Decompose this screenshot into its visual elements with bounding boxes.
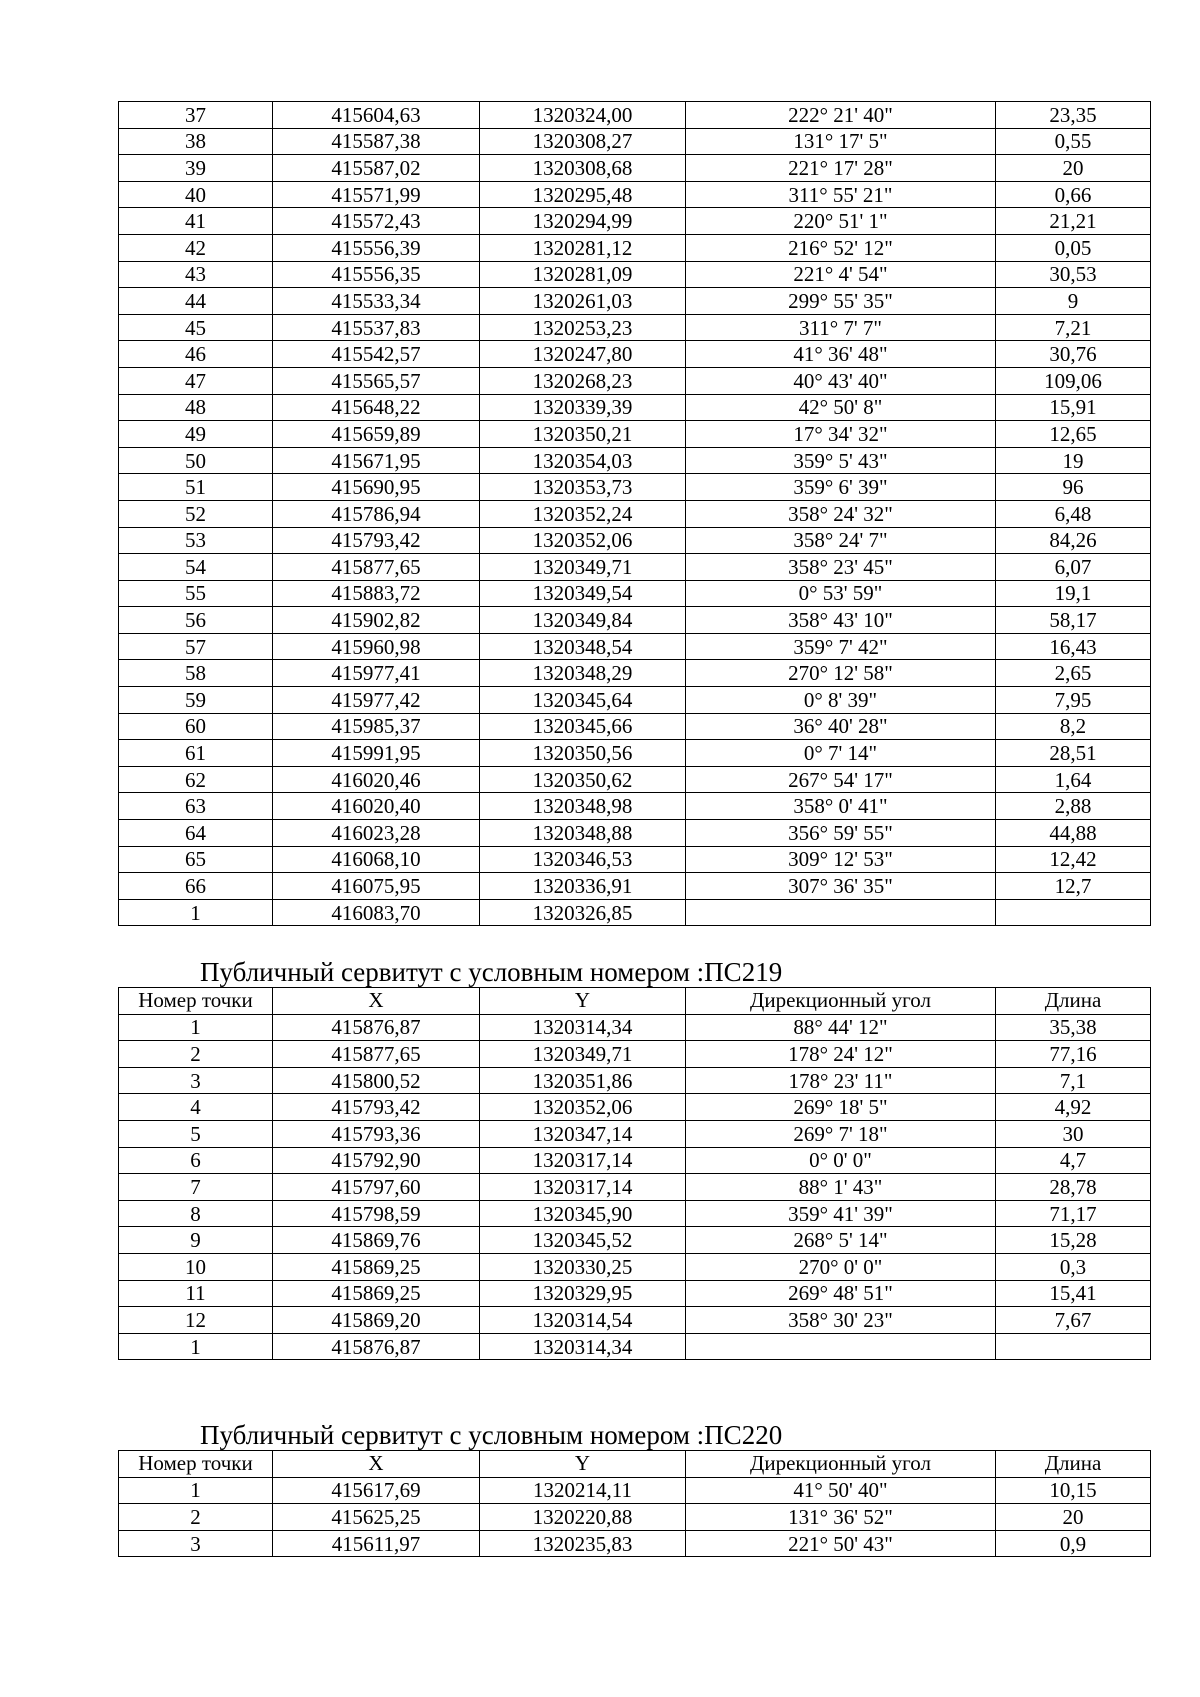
- table-row: [119, 660, 1151, 687]
- length-cell: 15,41: [996, 1280, 1151, 1307]
- point-number-cell: 56: [119, 607, 273, 634]
- length-cell: [996, 899, 1151, 926]
- table-row: [119, 740, 1151, 767]
- x-cell: 415659,89: [273, 421, 480, 448]
- x-cell: 415793,42: [273, 1094, 480, 1121]
- table-row: [119, 367, 1151, 394]
- length-cell: 28,51: [996, 740, 1151, 767]
- direction-angle-cell: 0° 7' 14": [686, 740, 996, 767]
- direction-angle-cell: 359° 7' 42": [686, 633, 996, 660]
- table-row: [119, 846, 1151, 873]
- direction-angle-cell: 358° 24' 7": [686, 527, 996, 554]
- point-number-cell: 51: [119, 474, 273, 501]
- table-row: [119, 1174, 1151, 1201]
- length-cell: 58,17: [996, 607, 1151, 634]
- direction-angle-cell: 221° 17' 28": [686, 155, 996, 182]
- direction-angle-cell: 267° 54' 17": [686, 766, 996, 793]
- x-cell: 415537,83: [273, 314, 480, 341]
- direction-angle-cell: 358° 23' 45": [686, 554, 996, 581]
- y-cell: 1320214,11: [480, 1477, 686, 1504]
- x-cell: 415625,25: [273, 1504, 480, 1531]
- y-cell: 1320347,14: [480, 1120, 686, 1147]
- header-x: X: [273, 988, 480, 1015]
- length-cell: 12,7: [996, 873, 1151, 900]
- length-cell: 7,95: [996, 687, 1151, 714]
- y-cell: 1320350,62: [480, 766, 686, 793]
- point-number-cell: 7: [119, 1174, 273, 1201]
- length-cell: 15,28: [996, 1227, 1151, 1254]
- x-cell: 415587,38: [273, 128, 480, 155]
- x-cell: 415533,34: [273, 288, 480, 315]
- x-cell: 415960,98: [273, 633, 480, 660]
- point-number-cell: 1: [119, 1333, 273, 1360]
- table-row: [119, 181, 1151, 208]
- table-row: [119, 1307, 1151, 1334]
- table-row: [119, 341, 1151, 368]
- y-cell: 1320346,53: [480, 846, 686, 873]
- direction-angle-cell: 311° 7' 7": [686, 314, 996, 341]
- direction-angle-cell: 88° 1' 43": [686, 1174, 996, 1201]
- table-row: [119, 155, 1151, 182]
- x-cell: 415876,87: [273, 1014, 480, 1041]
- length-cell: 30,53: [996, 261, 1151, 288]
- header-direction-angle: Дирекционный угол: [686, 1451, 996, 1478]
- table-row: [119, 899, 1151, 926]
- length-cell: 16,43: [996, 633, 1151, 660]
- x-cell: 415869,25: [273, 1280, 480, 1307]
- x-cell: 415869,76: [273, 1227, 480, 1254]
- x-cell: 415690,95: [273, 474, 480, 501]
- section-title-ps220: Публичный сервитут с условным номером :ПС220: [200, 1420, 783, 1450]
- point-number-cell: 55: [119, 580, 273, 607]
- y-cell: 1320349,71: [480, 554, 686, 581]
- point-number-cell: 52: [119, 500, 273, 527]
- length-cell: 4,7: [996, 1147, 1151, 1174]
- x-cell: 415902,82: [273, 607, 480, 634]
- length-cell: 30: [996, 1120, 1151, 1147]
- table-row: [119, 1253, 1151, 1280]
- y-cell: 1320345,52: [480, 1227, 686, 1254]
- y-cell: 1320308,68: [480, 155, 686, 182]
- direction-angle-cell: 269° 18' 5": [686, 1094, 996, 1121]
- table-row: [119, 713, 1151, 740]
- y-cell: 1320350,21: [480, 421, 686, 448]
- header-y: Y: [480, 988, 686, 1015]
- table-row: [119, 527, 1151, 554]
- table-row: [119, 394, 1151, 421]
- point-number-cell: 1: [119, 1014, 273, 1041]
- x-cell: 415977,42: [273, 687, 480, 714]
- x-cell: 415587,02: [273, 155, 480, 182]
- y-cell: 1320329,95: [480, 1280, 686, 1307]
- point-number-cell: 6: [119, 1147, 273, 1174]
- table-row: [119, 766, 1151, 793]
- coordinates-table-ps220: [118, 1450, 1151, 1557]
- length-cell: 9: [996, 288, 1151, 315]
- length-cell: 20: [996, 155, 1151, 182]
- length-cell: 7,1: [996, 1067, 1151, 1094]
- y-cell: 1320261,03: [480, 288, 686, 315]
- length-cell: 30,76: [996, 341, 1151, 368]
- y-cell: 1320351,86: [480, 1067, 686, 1094]
- x-cell: 415797,60: [273, 1174, 480, 1201]
- x-cell: 415671,95: [273, 447, 480, 474]
- x-cell: 416068,10: [273, 846, 480, 873]
- point-number-cell: 47: [119, 367, 273, 394]
- length-cell: 2,88: [996, 793, 1151, 820]
- length-cell: 0,9: [996, 1530, 1151, 1557]
- direction-angle-cell: [686, 899, 996, 926]
- x-cell: 415571,99: [273, 181, 480, 208]
- y-cell: 1320348,54: [480, 633, 686, 660]
- direction-angle-cell: 358° 24' 32": [686, 500, 996, 527]
- length-cell: 15,91: [996, 394, 1151, 421]
- point-number-cell: 44: [119, 288, 273, 315]
- length-cell: 2,65: [996, 660, 1151, 687]
- section-title-ps219: Публичный сервитут с условным номером :ПС219: [200, 957, 783, 987]
- table-row: [119, 1227, 1151, 1254]
- direction-angle-cell: 299° 55' 35": [686, 288, 996, 315]
- x-cell: 415565,57: [273, 367, 480, 394]
- header-point-number: Номер точки: [119, 988, 273, 1015]
- table-row: [119, 607, 1151, 634]
- length-cell: 6,48: [996, 500, 1151, 527]
- length-cell: 7,21: [996, 314, 1151, 341]
- coordinates-table-ps219: [118, 987, 1151, 1360]
- x-cell: 415793,42: [273, 527, 480, 554]
- y-cell: 1320353,73: [480, 474, 686, 501]
- y-cell: 1320326,85: [480, 899, 686, 926]
- x-cell: 415991,95: [273, 740, 480, 767]
- point-number-cell: 5: [119, 1120, 273, 1147]
- point-number-cell: 66: [119, 873, 273, 900]
- direction-angle-cell: 221° 50' 43": [686, 1530, 996, 1557]
- x-cell: 416023,28: [273, 820, 480, 847]
- x-cell: 416020,46: [273, 766, 480, 793]
- point-number-cell: 2: [119, 1041, 273, 1068]
- y-cell: 1320314,54: [480, 1307, 686, 1334]
- length-cell: 109,06: [996, 367, 1151, 394]
- y-cell: 1320345,90: [480, 1200, 686, 1227]
- length-cell: 84,26: [996, 527, 1151, 554]
- length-cell: 19,1: [996, 580, 1151, 607]
- x-cell: 415800,52: [273, 1067, 480, 1094]
- length-cell: 28,78: [996, 1174, 1151, 1201]
- length-cell: 71,17: [996, 1200, 1151, 1227]
- point-number-cell: 12: [119, 1307, 273, 1334]
- length-cell: 1,64: [996, 766, 1151, 793]
- direction-angle-cell: 358° 30' 23": [686, 1307, 996, 1334]
- x-cell: 415617,69: [273, 1477, 480, 1504]
- table-row: [119, 474, 1151, 501]
- direction-angle-cell: 270° 12' 58": [686, 660, 996, 687]
- direction-angle-cell: 356° 59' 55": [686, 820, 996, 847]
- x-cell: 415556,35: [273, 261, 480, 288]
- y-cell: 1320247,80: [480, 341, 686, 368]
- length-cell: 12,65: [996, 421, 1151, 448]
- x-cell: 415977,41: [273, 660, 480, 687]
- length-cell: 96: [996, 474, 1151, 501]
- length-cell: 8,2: [996, 713, 1151, 740]
- x-cell: 415786,94: [273, 500, 480, 527]
- point-number-cell: 42: [119, 234, 273, 261]
- point-number-cell: 1: [119, 1477, 273, 1504]
- direction-angle-cell: 270° 0' 0": [686, 1253, 996, 1280]
- x-cell: 415883,72: [273, 580, 480, 607]
- direction-angle-cell: 41° 50' 40": [686, 1477, 996, 1504]
- direction-angle-cell: 307° 36' 35": [686, 873, 996, 900]
- x-cell: 415877,65: [273, 554, 480, 581]
- y-cell: 1320348,29: [480, 660, 686, 687]
- header-point-number: Номер точки: [119, 1451, 273, 1478]
- direction-angle-cell: 269° 7' 18": [686, 1120, 996, 1147]
- point-number-cell: 43: [119, 261, 273, 288]
- direction-angle-cell: 42° 50' 8": [686, 394, 996, 421]
- direction-angle-cell: 17° 34' 32": [686, 421, 996, 448]
- y-cell: 1320268,23: [480, 367, 686, 394]
- direction-angle-cell: 269° 48' 51": [686, 1280, 996, 1307]
- point-number-cell: 57: [119, 633, 273, 660]
- table-row: [119, 1477, 1151, 1504]
- y-cell: 1320336,91: [480, 873, 686, 900]
- direction-angle-cell: 0° 8' 39": [686, 687, 996, 714]
- length-cell: 35,38: [996, 1014, 1151, 1041]
- x-cell: 415542,57: [273, 341, 480, 368]
- length-cell: 77,16: [996, 1041, 1151, 1068]
- table-row: [119, 1067, 1151, 1094]
- x-cell: 415876,87: [273, 1333, 480, 1360]
- length-cell: 23,35: [996, 102, 1151, 129]
- table-row: [119, 873, 1151, 900]
- point-number-cell: 63: [119, 793, 273, 820]
- table-row: [119, 1094, 1151, 1121]
- table-row: [119, 633, 1151, 660]
- point-number-cell: 3: [119, 1530, 273, 1557]
- point-number-cell: 9: [119, 1227, 273, 1254]
- y-cell: 1320349,84: [480, 607, 686, 634]
- y-cell: 1320349,71: [480, 1041, 686, 1068]
- table-header-row: [119, 988, 1151, 1015]
- table-row: [119, 793, 1151, 820]
- y-cell: 1320308,27: [480, 128, 686, 155]
- x-cell: 416083,70: [273, 899, 480, 926]
- direction-angle-cell: 178° 23' 11": [686, 1067, 996, 1094]
- y-cell: 1320339,39: [480, 394, 686, 421]
- y-cell: 1320324,00: [480, 102, 686, 129]
- direction-angle-cell: 131° 36' 52": [686, 1504, 996, 1531]
- x-cell: 415869,20: [273, 1307, 480, 1334]
- y-cell: 1320220,88: [480, 1504, 686, 1531]
- table-row: [119, 820, 1151, 847]
- table-row: [119, 1530, 1151, 1557]
- direction-angle-cell: 309° 12' 53": [686, 846, 996, 873]
- y-cell: 1320348,98: [480, 793, 686, 820]
- table-row: [119, 1014, 1151, 1041]
- direction-angle-cell: 41° 36' 48": [686, 341, 996, 368]
- y-cell: 1320349,54: [480, 580, 686, 607]
- length-cell: 4,92: [996, 1094, 1151, 1121]
- point-number-cell: 40: [119, 181, 273, 208]
- point-number-cell: 38: [119, 128, 273, 155]
- point-number-cell: 60: [119, 713, 273, 740]
- length-cell: 20: [996, 1504, 1151, 1531]
- x-cell: 415556,39: [273, 234, 480, 261]
- table-row: [119, 234, 1151, 261]
- y-cell: 1320295,48: [480, 181, 686, 208]
- y-cell: 1320253,23: [480, 314, 686, 341]
- direction-angle-cell: 221° 4' 54": [686, 261, 996, 288]
- point-number-cell: 58: [119, 660, 273, 687]
- point-number-cell: 41: [119, 208, 273, 235]
- direction-angle-cell: 178° 24' 12": [686, 1041, 996, 1068]
- direction-angle-cell: 40° 43' 40": [686, 367, 996, 394]
- table-row: [119, 447, 1151, 474]
- table-row: [119, 1041, 1151, 1068]
- point-number-cell: 8: [119, 1200, 273, 1227]
- x-cell: 415985,37: [273, 713, 480, 740]
- length-cell: 12,42: [996, 846, 1151, 873]
- y-cell: 1320348,88: [480, 820, 686, 847]
- y-cell: 1320345,66: [480, 713, 686, 740]
- length-cell: 21,21: [996, 208, 1151, 235]
- table-row: [119, 687, 1151, 714]
- length-cell: [996, 1333, 1151, 1360]
- x-cell: 415793,36: [273, 1120, 480, 1147]
- y-cell: 1320352,24: [480, 500, 686, 527]
- header-length: Длина: [996, 1451, 1151, 1478]
- table-row: [119, 288, 1151, 315]
- table-row: [119, 1200, 1151, 1227]
- y-cell: 1320317,14: [480, 1147, 686, 1174]
- y-cell: 1320354,03: [480, 447, 686, 474]
- length-cell: 6,07: [996, 554, 1151, 581]
- length-cell: 0,3: [996, 1253, 1151, 1280]
- header-y: Y: [480, 1451, 686, 1478]
- direction-angle-cell: 131° 17' 5": [686, 128, 996, 155]
- table-row: [119, 554, 1151, 581]
- point-number-cell: 37: [119, 102, 273, 129]
- point-number-cell: 62: [119, 766, 273, 793]
- x-cell: 415611,97: [273, 1530, 480, 1557]
- direction-angle-cell: 358° 0' 41": [686, 793, 996, 820]
- table-row: [119, 261, 1151, 288]
- table-row: [119, 208, 1151, 235]
- x-cell: 415877,65: [273, 1041, 480, 1068]
- y-cell: 1320330,25: [480, 1253, 686, 1280]
- table-row: [119, 128, 1151, 155]
- y-cell: 1320350,56: [480, 740, 686, 767]
- table-row: [119, 580, 1151, 607]
- table-row: [119, 102, 1151, 129]
- y-cell: 1320281,09: [480, 261, 686, 288]
- header-length: Длина: [996, 988, 1151, 1015]
- point-number-cell: 10: [119, 1253, 273, 1280]
- length-cell: 0,55: [996, 128, 1151, 155]
- x-cell: 415792,90: [273, 1147, 480, 1174]
- y-cell: 1320352,06: [480, 527, 686, 554]
- x-cell: 416020,40: [273, 793, 480, 820]
- point-number-cell: 45: [119, 314, 273, 341]
- header-x: X: [273, 1451, 480, 1478]
- y-cell: 1320314,34: [480, 1014, 686, 1041]
- direction-angle-cell: 222° 21' 40": [686, 102, 996, 129]
- y-cell: 1320314,34: [480, 1333, 686, 1360]
- table-row: [119, 1280, 1151, 1307]
- table-row: [119, 314, 1151, 341]
- direction-angle-cell: 358° 43' 10": [686, 607, 996, 634]
- length-cell: 7,67: [996, 1307, 1151, 1334]
- direction-angle-cell: 36° 40' 28": [686, 713, 996, 740]
- y-cell: 1320235,83: [480, 1530, 686, 1557]
- table-row: [119, 1504, 1151, 1531]
- direction-angle-cell: 216° 52' 12": [686, 234, 996, 261]
- point-number-cell: 54: [119, 554, 273, 581]
- point-number-cell: 48: [119, 394, 273, 421]
- table-row: [119, 1333, 1151, 1360]
- coordinates-table-continued: [118, 101, 1151, 926]
- direction-angle-cell: 359° 5' 43": [686, 447, 996, 474]
- direction-angle-cell: 268° 5' 14": [686, 1227, 996, 1254]
- x-cell: 416075,95: [273, 873, 480, 900]
- length-cell: 19: [996, 447, 1151, 474]
- x-cell: 415604,63: [273, 102, 480, 129]
- y-cell: 1320352,06: [480, 1094, 686, 1121]
- length-cell: 10,15: [996, 1477, 1151, 1504]
- table-row: [119, 1120, 1151, 1147]
- direction-angle-cell: 359° 6' 39": [686, 474, 996, 501]
- point-number-cell: 61: [119, 740, 273, 767]
- direction-angle-cell: 359° 41' 39": [686, 1200, 996, 1227]
- length-cell: 0,66: [996, 181, 1151, 208]
- table-row: [119, 500, 1151, 527]
- x-cell: 415798,59: [273, 1200, 480, 1227]
- y-cell: 1320345,64: [480, 687, 686, 714]
- point-number-cell: 2: [119, 1504, 273, 1531]
- point-number-cell: 1: [119, 899, 273, 926]
- point-number-cell: 11: [119, 1280, 273, 1307]
- y-cell: 1320281,12: [480, 234, 686, 261]
- point-number-cell: 65: [119, 846, 273, 873]
- table-row: [119, 1147, 1151, 1174]
- table-row: [119, 421, 1151, 448]
- direction-angle-cell: [686, 1333, 996, 1360]
- point-number-cell: 3: [119, 1067, 273, 1094]
- point-number-cell: 39: [119, 155, 273, 182]
- length-cell: 44,88: [996, 820, 1151, 847]
- point-number-cell: 50: [119, 447, 273, 474]
- x-cell: 415572,43: [273, 208, 480, 235]
- point-number-cell: 49: [119, 421, 273, 448]
- direction-angle-cell: 311° 55' 21": [686, 181, 996, 208]
- point-number-cell: 4: [119, 1094, 273, 1121]
- y-cell: 1320317,14: [480, 1174, 686, 1201]
- point-number-cell: 46: [119, 341, 273, 368]
- x-cell: 415869,25: [273, 1253, 480, 1280]
- direction-angle-cell: 220° 51' 1": [686, 208, 996, 235]
- header-direction-angle: Дирекционный угол: [686, 988, 996, 1015]
- point-number-cell: 64: [119, 820, 273, 847]
- point-number-cell: 59: [119, 687, 273, 714]
- length-cell: 0,05: [996, 234, 1151, 261]
- direction-angle-cell: 88° 44' 12": [686, 1014, 996, 1041]
- point-number-cell: 53: [119, 527, 273, 554]
- x-cell: 415648,22: [273, 394, 480, 421]
- y-cell: 1320294,99: [480, 208, 686, 235]
- table-header-row: [119, 1451, 1151, 1478]
- direction-angle-cell: 0° 0' 0": [686, 1147, 996, 1174]
- direction-angle-cell: 0° 53' 59": [686, 580, 996, 607]
